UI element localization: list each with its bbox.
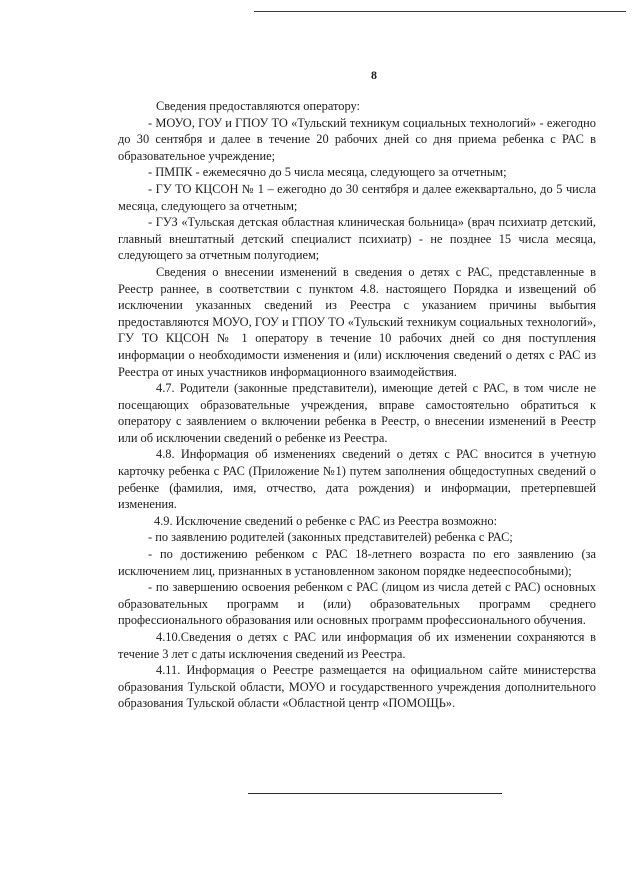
paragraph-intro: Сведения предоставляются оператору:	[156, 99, 360, 113]
document-body	[118, 98, 596, 712]
paragraph-4-8: 4.8. Информация об изменениях сведений о детях с РАС вносится в учетную карточку ребенка с РАС (Приложение №1) путем заполнения общедоступных сведений о ребенке (фамилия, имя, отчество, дата рождения) и информации, претерпевшей изменения.	[118, 447, 596, 512]
bottom-rule	[248, 793, 502, 794]
paragraph-4-9-item-1: - по заявлению родителей (законных представителей) ребенка с РАС;	[148, 530, 513, 545]
paragraph-4-10: 4.10.Сведения о детях с РАС или информация об их изменении сохраняются в течение 3 лет с даты исключения сведений из Реестра.	[118, 630, 596, 661]
paragraph-changes: Сведения о внесении изменений в сведения о детях с РАС, представленные в Реестр раннее, в соответствии с пунктом 4.8. настоящего Порядка и извещений об исключении указанных сведений из Реестра с указанием причины выбытия предоставляются МОУО, ГОУ и ГПОУ ТО «Тульский техникум социальных технологий», ГУ ТО КЦСОН № 1 оператору в течение 10 рабочих дней со дня поступления информации о необходимости изменения и (или) исключения сведений о детях с РАС из Реестра от иных участников информационного взаимодействия.	[118, 264, 596, 379]
paragraph-pmpk: - ПМПК - ежемесячно до 5 числа месяца, следующего за отчетным;	[148, 165, 507, 180]
page-number: 8	[371, 68, 377, 82]
paragraph-kcson: - ГУ ТО КЦСОН № 1 – ежегодно до 30 сентября и далее ежеквартально, до 5 числа месяца, следующего за отчетным;	[118, 181, 596, 213]
paragraph-4-11: 4.11. Информация о Реестре размещается на официальном сайте министерства образования Тульской области, МОУО и государственного учреждения дополнительного образования Тульской области «Областной центр «ПОМОЩЬ».	[118, 663, 596, 711]
paragraph-4-7: 4.7. Родители (законные представители), имеющие детей с РАС, в том числе не посещающих образовательные учреждения, вправе самостоятельно обратиться к оператору с заявлением о включении ребенка в Реестр, о внесении изменений в Реестр или об исключении сведений о ребенке из Реестра.	[118, 381, 596, 445]
paragraph-4-9-item-3: - по завершению освоения ребенком с РАС (лицом из числа детей с РАС) основных образовательных программ и (или) образовательных программ среднего профессионального образования или основных программ профессионального обучения.	[118, 580, 596, 628]
paragraph-4-9: 4.9. Исключение сведений о ребенке с РАС из Реестра возможно:	[154, 513, 498, 528]
top-rule	[254, 11, 626, 12]
paragraph-guz: - ГУЗ «Тульская детская областная клиническая больница» (врач психиатр детский, главный внештатный детский специалист психиатр) - не позднее 15 числа месяца, следующего за отчетным полугодием;	[118, 215, 596, 263]
paragraph-mouo: - МОУО, ГОУ и ГПОУ ТО «Тульский техникум социальных технологий» - ежегодно до 30 сентября и далее в течение 20 рабочих дней со дня приема ребенка с РАС в образовательное учреждение;	[118, 115, 596, 163]
paragraph-4-9-item-2: - по достижению ребенком с РАС 18-летнего возраста по его заявлению (за исключением лиц, признанных в установленном законом порядке недееспособными);	[118, 547, 596, 578]
